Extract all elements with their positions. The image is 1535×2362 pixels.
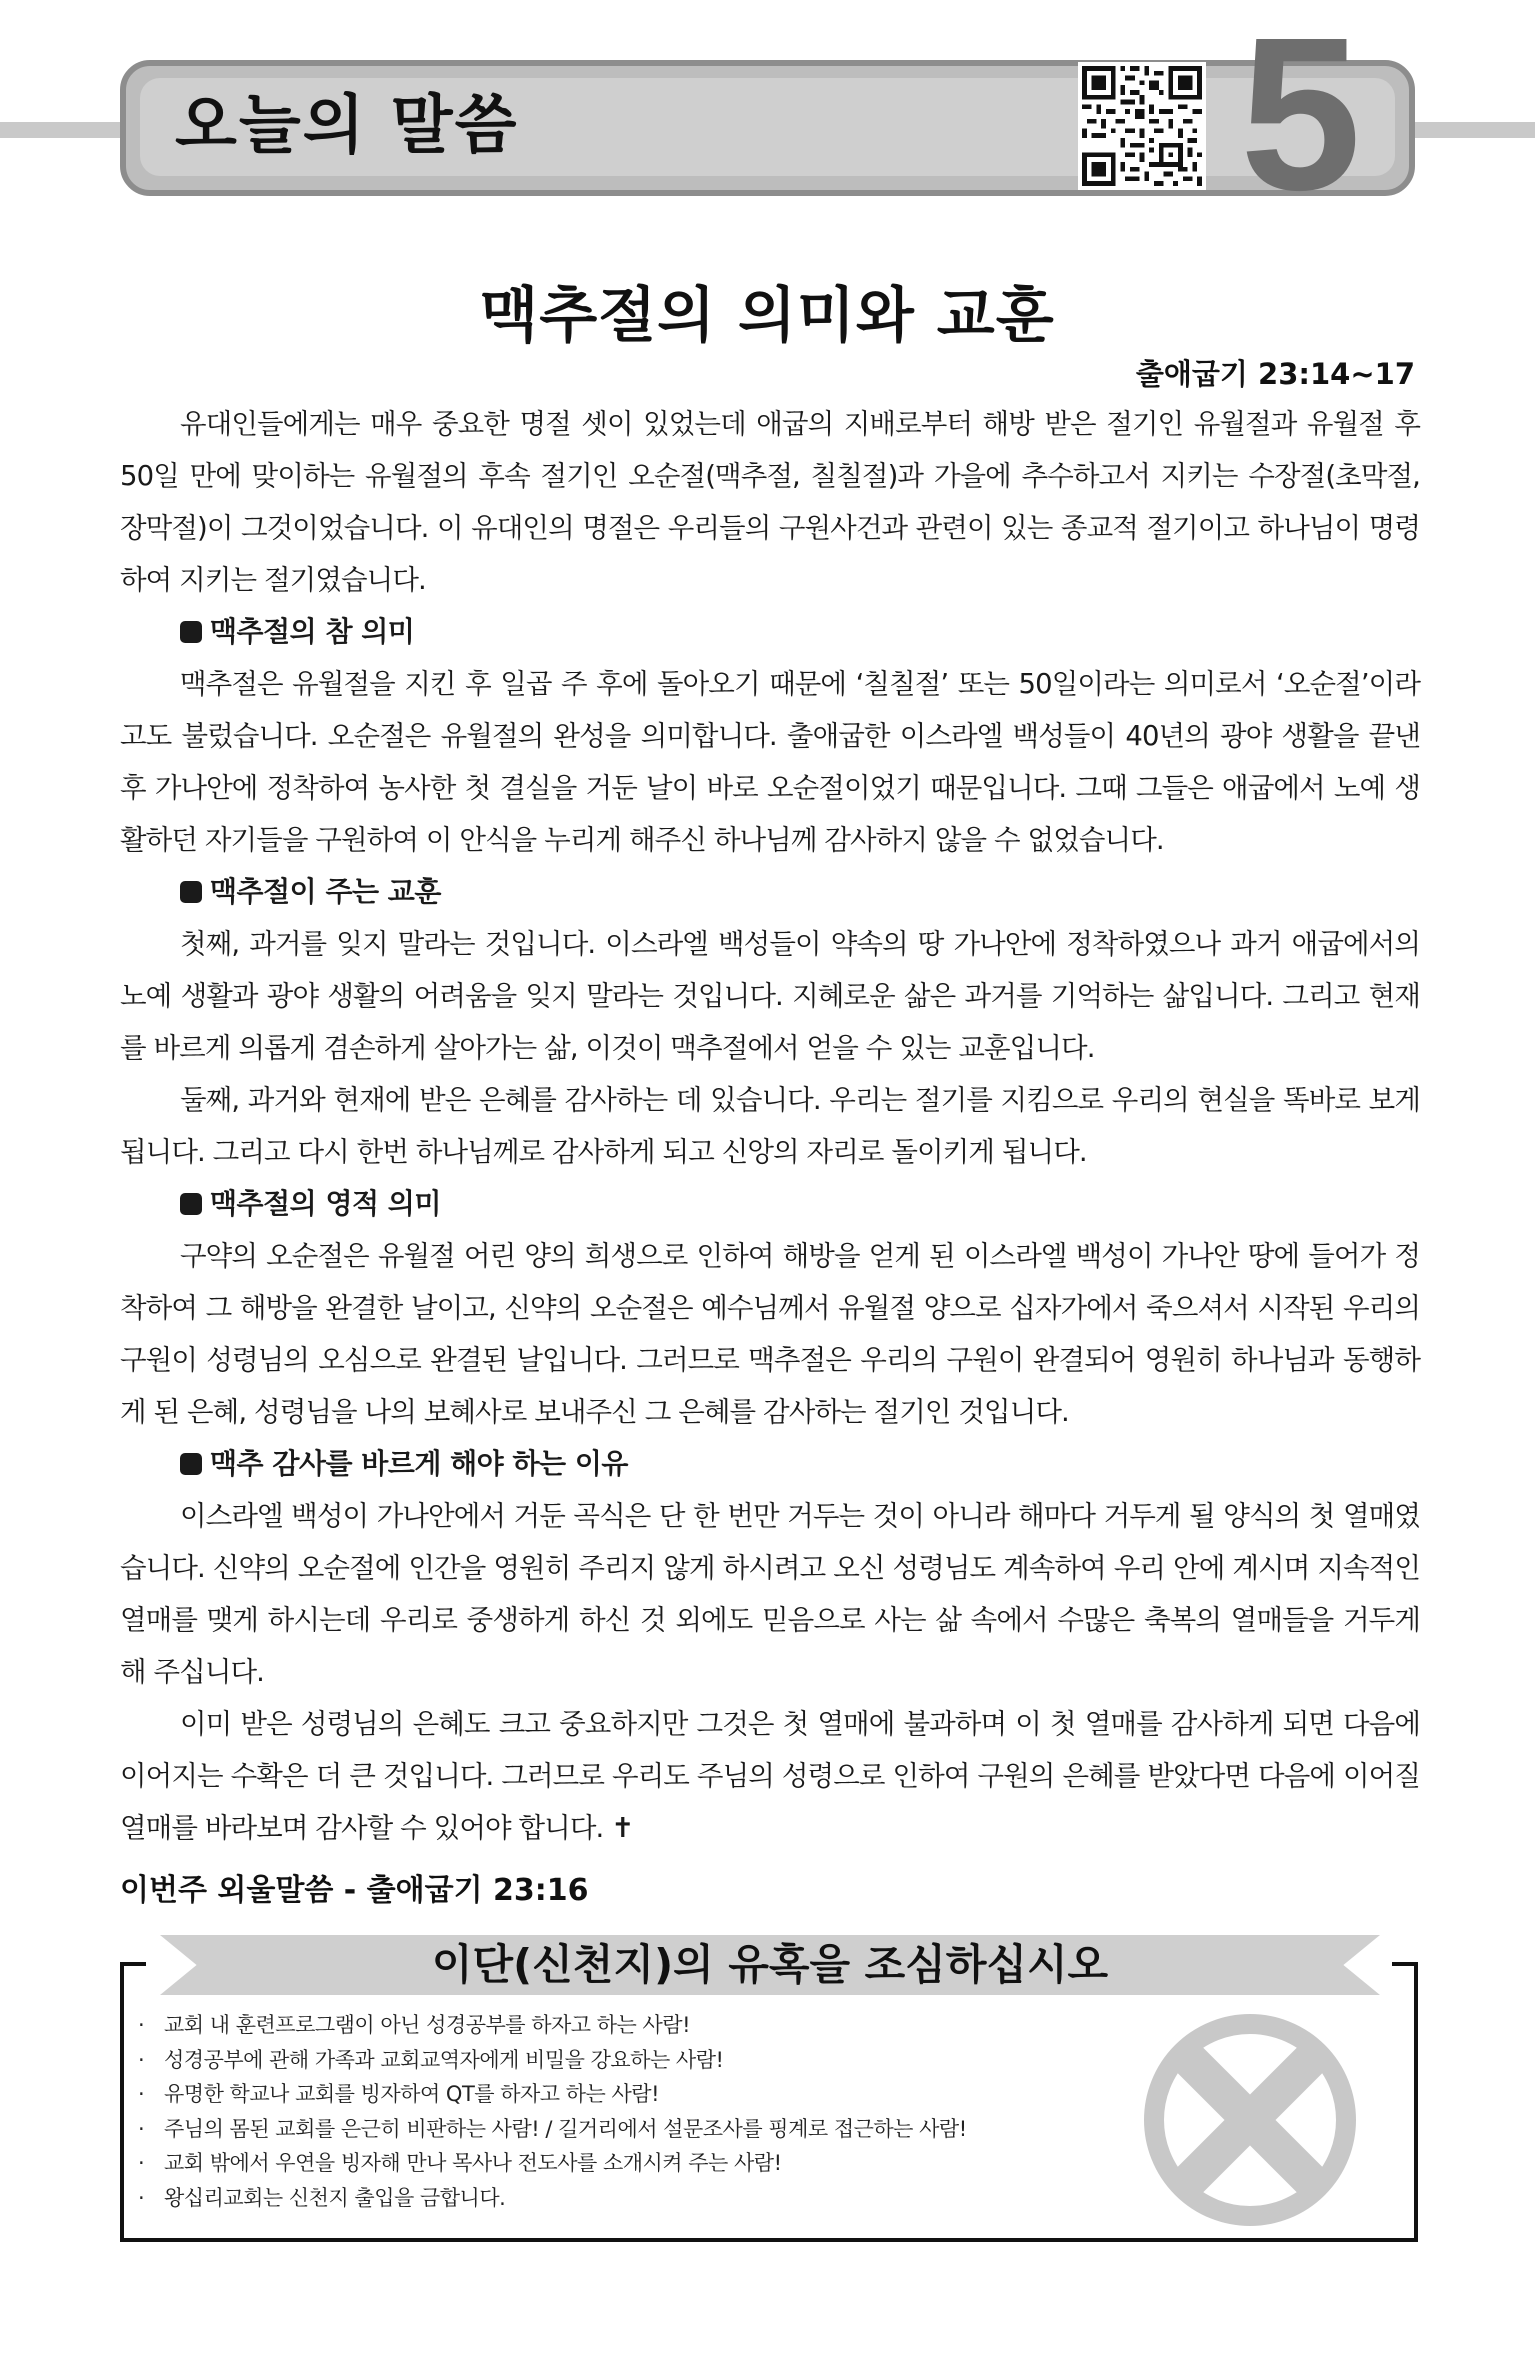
section-paragraph: 첫째, 과거를 잊지 말라는 것입니다. 이스라엘 백성들이 약속의 땅 가나안에 정착하였으나 과거 애굽에서의 노예 생활과 광야 생활의 어려움을 잊지 말라는 것입니다. 지혜로운 삶은 과거를 기억하는 삶입니다. 그리고 현재를 바르게 의롭게 겸손하게 살아가는 삶, 이것이 맥추절에서 얻을 수 있는 교훈입니다.: [120, 928, 1420, 1064]
cross-icon: ✝: [611, 1812, 634, 1844]
closing-text: 이미 받은 성령님의 은혜도 크고 중요하지만 그것은 첫 열매에 불과하며 이 첫 열매를 감사하게 되면 다음에 이어지는 수확은 더 큰 것입니다. 그러므로 우리도 주님의 성령으로 인하여 구원의 은혜를 받았다면 다음에 이어질 열매를 바라보며 감사할 수 있어야 합니다.: [120, 1708, 1420, 1844]
bullet-icon: [180, 881, 202, 903]
section-heading: [120, 606, 1420, 658]
section-paragraph: 맥추절은 유월절을 지킨 후 일곱 주 후에 돌아오기 때문에 ‘칠칠절’ 또는 50일이라는 의미로서 ‘오순절’이라고도 불렀습니다. 오순절은 유월절의 완성을 의미합니다. 출애굽한 이스라엘 백성들이 40년의 광야 생활을 끝낸 후 가나안에 정착하여 농사한 첫 결실을 거둔 날이 바로 오순절이었기 때문입니다. 그때 그들은 애굽에서 노예 생활하던 자기들을 구원하여 이 안식을 누리게 해주신 하나님께 감사하지 않을 수 없었습니다.: [120, 668, 1420, 856]
memory-verse: 이번주 외울말씀 - 출애굽기 23:16: [120, 1873, 589, 1908]
section-heading: [120, 1438, 1420, 1490]
scripture-reference: 출애굽기 23:14~17: [1135, 357, 1415, 391]
section-paragraph: 둘째, 과거와 현재에 받은 은혜를 감사하는 데 있습니다. 우리는 절기를 지킴으로 우리의 현실을 똑바로 보게 됩니다. 그리고 다시 한번 하나님께로 감사하게 되고 신앙의 자리로 돌이키게 됩니다.: [120, 1084, 1420, 1168]
section-heading: [120, 866, 1420, 918]
section-heading-text: 맥추절의 참 의미: [210, 615, 415, 648]
bullet-icon: [180, 1453, 202, 1475]
warning-box-corner-left: [120, 1962, 146, 1966]
section-title: 오늘의 말씀: [175, 89, 519, 163]
warning-title: 이단(신천지)의 유혹을 조심하십시오: [431, 1940, 1109, 1989]
section-heading-text: 맥추절의 영적 의미: [210, 1187, 441, 1220]
section-paragraph: 구약의 오순절은 유월절 어린 양의 희생으로 인하여 해방을 얻게 된 이스라엘 백성이 가나안 땅에 들어가 정착하여 그 해방을 완결한 날이고, 신약의 오순절은 예수님께서 유월절 양으로 십자가에서 죽으셔서 시작된 우리의 구원이 성령님의 오심으로 완결된 날입니다. 그러므로 맥추절은 우리의 구원이 완결되어 영원히 하나님과 동행하게 된 은혜, 성령님을 나의 보혜사로 보내주신 그 은혜를 감사하는 절기인 것입니다.: [120, 1240, 1420, 1428]
qr-code-graphic: [1082, 66, 1202, 186]
article-body: [120, 398, 1420, 1854]
list-item: · 유명한 학교나 교회를 빙자하여 QT를 하자고 하는 사람!: [138, 2077, 967, 2112]
list-item: · 교회 밖에서 우연을 빙자해 만나 목사나 전도사를 소개시켜 주는 사람!: [138, 2146, 967, 2181]
qr-code-icon[interactable]: [1078, 62, 1206, 190]
section-paragraph-last: [120, 1698, 1420, 1854]
page-number: 5: [1240, 0, 1362, 236]
warning-box-corner-right: [1392, 1962, 1418, 1966]
intro-paragraph: 유대인들에게는 매우 중요한 명절 셋이 있었는데 애굽의 지배로부터 해방 받은 절기인 유월절과 유월절 후 50일 만에 맞이하는 유월절의 후속 절기인 오순절(맥추절, 칠칠절)과 가을에 추수하고서 지키는 수장절(초막절, 장막절)이 그것이었습니다. 이 유대인의 명절은 우리들의 구원사건과 관련이 있는 종교적 절기이고 하나님이 명령하여 지키는 절기였습니다.: [120, 408, 1420, 596]
list-item: · 왕십리교회는 신천지 출입을 금합니다.: [138, 2181, 967, 2216]
bullet-icon: [180, 621, 202, 643]
list-item: · 교회 내 훈련프로그램이 아닌 성경공부를 하자고 하는 사람!: [138, 2008, 967, 2043]
list-item: · 성경공부에 관해 가족과 교회교역자에게 비밀을 강요하는 사람!: [138, 2043, 967, 2078]
section-heading-text: 맥추절이 주는 교훈: [210, 875, 441, 908]
section-heading: [120, 1178, 1420, 1230]
warning-list: [138, 2008, 967, 2215]
bullet-icon: [180, 1193, 202, 1215]
section-paragraph: 이스라엘 백성이 가나안에서 거둔 곡식은 단 한 번만 거두는 것이 아니라 해마다 거두게 될 양식의 첫 열매였습니다. 신약의 오순절에 인간을 영원히 주리지 않게 하시려고 오신 성령님도 계속하여 우리 안에 계시며 지속적인 열매를 맺게 하시는데 우리로 중생하게 하신 것 외에도 믿음으로 사는 삶 속에서 수많은 축복의 열매들을 거두게 해 주십니다.: [120, 1500, 1420, 1688]
section-heading-text: 맥추 감사를 바르게 해야 하는 이유: [210, 1447, 628, 1480]
list-item: · 주님의 몸된 교회를 은근히 비판하는 사람! / 길거리에서 설문조사를 핑계로 접근하는 사람!: [138, 2112, 967, 2147]
article-title: 맥추절의 의미와 교훈: [480, 281, 1055, 352]
x-circle-icon: [1140, 2010, 1360, 2230]
